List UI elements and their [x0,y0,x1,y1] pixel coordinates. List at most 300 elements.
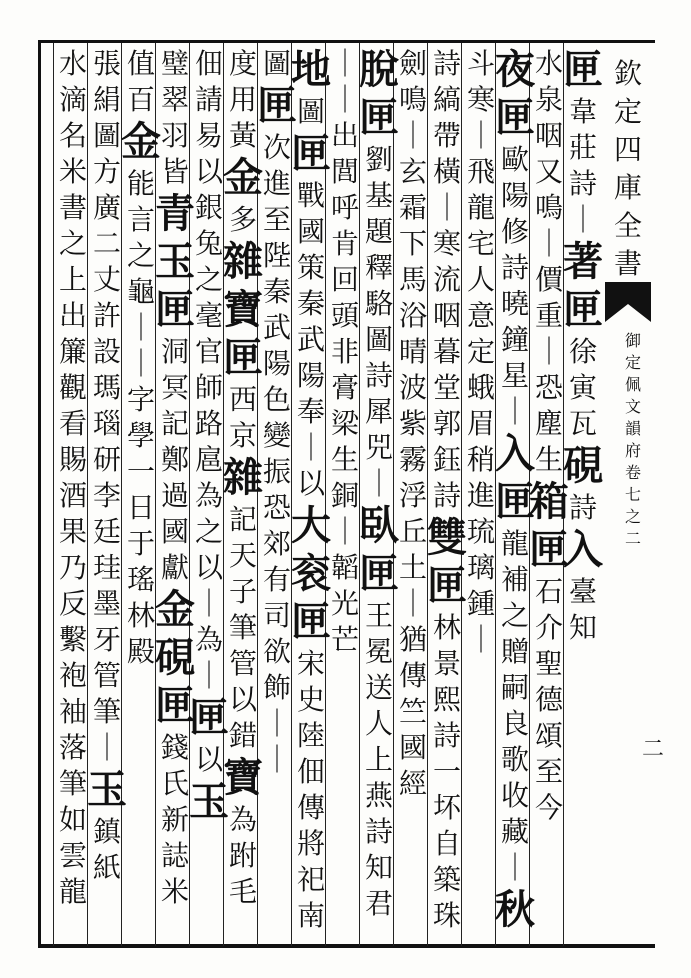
column-char: 匣 [563,286,603,333]
column-char: 收 [500,779,529,812]
column-char: 箱 [529,478,569,525]
column-char: 夜 [495,46,535,93]
column-char: ｜ [194,587,223,620]
column-char: 張 [92,47,121,80]
column-char: 飛 [466,155,495,188]
column-char: 知 [364,851,393,884]
column-char: 脫 [359,46,399,93]
column-char: 送 [364,671,393,704]
column-char: 郭 [432,407,461,440]
column-char: ｜ [568,203,597,236]
column-char: 金 [155,586,195,633]
column-char: 陛 [262,239,291,272]
column-char: 多 [228,203,257,236]
column-char: 史 [296,683,325,716]
column-char: 玉 [189,778,229,825]
column-char: 劍 [398,47,427,80]
column-char: 臥 [359,502,399,549]
column-char: 兕 [364,431,393,464]
column-char: 匣 [359,94,399,141]
column-char: 簾 [58,335,87,368]
column-char: 能 [126,167,155,200]
text-column [51,46,95,946]
column-char: 介 [534,611,563,644]
column-char: 聖 [534,647,563,680]
column-char: ｜ [466,119,495,152]
column-char: 硯 [563,442,603,489]
column-char: 匣 [359,550,399,597]
column-char: 以 [194,743,223,776]
column-char: 鳴 [534,191,563,224]
column-char: 兔 [194,227,223,260]
column-char: 至 [262,203,291,236]
column-char: 袖 [58,695,87,728]
column-char: 為 [228,803,257,836]
column-char: 戰 [296,179,325,212]
column-char: 暮 [432,335,461,368]
column-char: 金 [223,154,263,201]
column-char: 咽 [432,299,461,332]
column-char: 土 [398,551,427,584]
column-char: 林 [126,599,155,632]
column-char: 出 [58,299,87,332]
column-char: 鄭 [160,443,189,476]
column-char: 雜 [223,454,263,501]
column-char: 寒 [432,227,461,260]
column-char: 賜 [58,443,87,476]
column-char: 鈺 [432,443,461,476]
column-char: 記 [160,407,189,440]
column-char: 用 [228,83,257,116]
column-char: 王 [364,599,393,632]
column-char: 浴 [398,299,427,332]
column-char: 色 [262,383,291,416]
column-char: 人 [466,263,495,296]
column-char: 二 [92,227,121,260]
column-char: 殿 [126,635,155,668]
column-char: ｜ [126,311,155,344]
margin-char: 府 [624,441,641,460]
column-char: 膏 [330,371,359,404]
column-char: 珠 [432,899,461,932]
column-char: 硯 [155,634,195,681]
column-char: 傳 [398,659,427,692]
column-char: 瑪 [92,371,121,404]
column-char: 官 [194,335,223,368]
column-char: 為 [194,623,223,656]
column-char: ｜ [330,47,359,80]
column-char: 于 [126,527,155,560]
column-char: 果 [58,515,87,548]
column-char: 林 [432,611,461,644]
column-char: 丘 [398,515,427,548]
column-char: 匣 [155,286,195,333]
column-char: 匣 [529,526,569,573]
column-char: ｜ [330,515,359,548]
column-char: 新 [160,803,189,836]
column-char: 武 [296,323,325,356]
column-char: 廣 [92,191,121,224]
column-char: 大 [291,502,331,549]
column-char: 波 [398,371,427,404]
column-char: 光 [330,587,359,620]
column-char: 歐 [500,143,529,176]
column-char: 燕 [364,779,393,812]
margin-char: 全 [613,209,642,242]
column-char: 雙 [427,514,467,561]
column-char: 米 [160,875,189,908]
column-char: 龍 [58,875,87,908]
column-char: 以 [194,155,223,188]
column-char: 祀 [296,863,325,896]
column-char: 變 [262,419,291,452]
column-char: 匣 [155,682,195,729]
column-char: 回 [330,263,359,296]
column-char: 傳 [296,791,325,824]
column-char: 閭 [330,155,359,188]
margin-char: 文 [624,397,641,416]
column-char: 黃 [228,119,257,152]
column-char: 銀 [194,191,223,224]
column-char: 入 [495,430,535,477]
column-char: 非 [330,335,359,368]
column-char: 泉 [534,83,563,116]
page-number: 二 [642,737,665,762]
column-char: 鍾 [466,587,495,620]
column-char: 秦 [296,287,325,320]
column-char: 郊 [262,527,291,560]
column-char: 意 [466,299,495,332]
column-char: 錯 [228,719,257,752]
column-char: 圖 [364,323,393,356]
column-char: 毛 [228,875,257,908]
column-char: 宅 [466,227,495,260]
column-char: 設 [92,335,121,368]
column-char: 鳴 [398,83,427,116]
column-char: 君 [364,887,393,920]
column-char: 洞 [160,335,189,368]
column-char: 生 [534,443,563,476]
column-char: 百 [126,83,155,116]
column-char: 劉 [364,143,393,176]
column-char: 誌 [160,839,189,872]
column-char: 翠 [160,83,189,116]
column-char: 司 [262,599,291,632]
column-char: 鐘 [500,323,529,356]
margin-volume-title [622,330,644,550]
column-char: 梁 [330,407,359,440]
column-char: 紫 [398,407,427,440]
column-char: 丈 [92,263,121,296]
column-char: 帶 [432,119,461,152]
column-char: 氏 [160,767,189,800]
column-char: 基 [364,179,393,212]
column-char: 水 [58,47,87,80]
column-char: 藏 [500,815,529,848]
column-char: ｜ [194,659,223,692]
column-char: 水 [534,47,563,80]
column-char: 橫 [432,155,461,188]
column-char: ｜ [262,743,291,776]
column-char: 研 [92,443,121,476]
margin-char: 韻 [624,419,641,438]
column-char: 策 [296,251,325,284]
column-char: 之 [126,239,155,272]
margin-char: 御 [624,331,641,350]
column-char: 釋 [364,251,393,284]
column-char: 雲 [58,839,87,872]
margin-char: 卷 [624,463,641,482]
column-char: 呼 [330,191,359,224]
column-char: 莊 [568,131,597,164]
column-char: 璧 [160,47,189,80]
column-char: 名 [58,119,87,152]
column-char: 詩 [364,359,393,392]
column-char: 為 [194,479,223,512]
column-char: 匣 [563,46,603,93]
column-char: 冥 [160,371,189,404]
column-char: 石 [534,575,563,608]
column-char: 米 [58,155,87,188]
column-char: 次 [262,131,291,164]
column-char: ｜ [126,347,155,380]
column-char: 縞 [432,83,461,116]
column-char: 圖 [296,95,325,128]
column-char: ｜ [262,707,291,740]
column-char: 振 [262,455,291,488]
column-char: 李 [92,479,121,512]
column-char: 國 [398,731,427,764]
column-char: 圖 [92,119,121,152]
column-char: 蛾 [466,371,495,404]
column-char: 反 [58,587,87,620]
column-char: 詩 [432,479,461,512]
column-char: 之 [58,227,87,260]
column-char: 武 [262,311,291,344]
column-char: 堂 [432,371,461,404]
column-char: 徐 [568,335,597,368]
column-char: 寶 [223,754,263,801]
column-char: 一 [432,755,461,788]
column-char: 地 [291,46,331,93]
column-char: 冕 [364,635,393,668]
column-char: 南 [296,899,325,932]
column-char: 匣 [257,82,297,129]
column-char: 築 [432,863,461,896]
column-char: 斗 [466,47,495,80]
column-char: 歌 [500,743,529,776]
column-char: 陸 [296,719,325,752]
column-char: 圖 [262,47,291,80]
column-char: 筆 [228,611,257,644]
column-char: 字 [126,383,155,416]
column-char: 紙 [92,851,121,884]
column-char: 又 [534,155,563,188]
column-char: 皆 [160,155,189,188]
column-char: 竺 [398,695,427,728]
column-char: 易 [194,119,223,152]
column-char: 至 [534,755,563,788]
column-char: 霧 [398,443,427,476]
column-char: 恐 [534,371,563,404]
column-char: 珪 [92,551,121,584]
column-char: 題 [364,215,393,248]
column-char: 以 [228,683,257,716]
column-char: 頌 [534,719,563,752]
column-char: 人 [364,707,393,740]
column-char: 生 [330,443,359,476]
column-char: 進 [466,479,495,512]
column-char: 龜 [126,275,155,308]
column-char: 陽 [296,359,325,392]
column-char: 以 [296,467,325,500]
column-char: 日 [126,491,155,524]
column-char: 詩 [364,815,393,848]
column-char: 德 [534,683,563,716]
column-char: 看 [58,407,87,440]
column-char: 金 [121,118,161,165]
column-char: 之 [194,263,223,296]
column-char: 玉 [155,238,195,285]
column-char: 天 [228,539,257,572]
column-char: ｜ [500,851,529,884]
column-char: 羽 [160,119,189,152]
column-char: 銅 [330,479,359,512]
margin-char: 佩 [624,375,641,394]
column-char: 稍 [466,443,495,476]
column-char: 國 [160,515,189,548]
column-char: 匣 [189,694,229,741]
margin-char: 七 [624,485,641,504]
column-char: 出 [330,119,359,152]
column-char: 咽 [534,119,563,152]
column-char: 國 [296,215,325,248]
column-char: 駱 [364,287,393,320]
column-char: 入 [563,526,603,573]
column-char: 眉 [466,407,495,440]
column-char: 許 [92,299,121,332]
column-char: 良 [500,707,529,740]
margin-char: 二 [624,529,641,548]
column-char: 廷 [92,515,121,548]
column-char: 匣 [223,334,263,381]
column-char: ｜ [398,119,427,152]
column-char: 知 [568,611,597,644]
margin-char: 書 [613,247,642,280]
column-char: 西 [228,383,257,416]
column-char: 芒 [330,623,359,656]
column-char: ｜ [432,191,461,224]
column-char: 絹 [92,83,121,116]
column-char: 學 [126,419,155,452]
column-char: ｜ [364,467,393,500]
column-char: 有 [262,563,291,596]
column-char: 星 [500,359,529,392]
column-char: 筆 [92,695,121,728]
column-char: 之 [500,599,529,632]
column-char: 奉 [296,395,325,428]
column-char: 過 [160,479,189,512]
column-char: 贈 [500,635,529,668]
column-char: 寶 [223,286,263,333]
column-char: 言 [126,203,155,236]
margin-char: 四 [613,133,642,166]
column-char: 寅 [568,371,597,404]
column-char: 筆 [58,767,87,800]
column-char: 晴 [398,335,427,368]
column-char: 秦 [262,275,291,308]
margin-char: 之 [624,507,641,526]
column-char: 熙 [432,683,461,716]
column-char: 管 [228,647,257,680]
column-char: 飾 [262,671,291,704]
column-char: 乃 [58,551,87,584]
column-char: ｜ [534,335,563,368]
column-char: 韜 [330,551,359,584]
column-char: 以 [194,551,223,584]
column-char: 曉 [500,287,529,320]
column-char: ｜ [534,227,563,260]
column-char: 秋 [495,886,535,933]
column-char: 欲 [262,635,291,668]
column-char: 雜 [223,238,263,285]
column-char: ｜ [92,731,121,764]
column-char: 京 [228,419,257,452]
column-char: 鎮 [92,815,121,848]
column-char: 管 [92,659,121,692]
column-char: 頭 [330,299,359,332]
column-char: 寒 [466,83,495,116]
column-char: 詩 [432,719,461,752]
column-char: 上 [364,743,393,776]
column-char: 毫 [194,299,223,332]
column-char: 韋 [568,95,597,128]
column-char: ｜ [330,83,359,116]
column-char: 佃 [296,755,325,788]
column-char: 書 [58,191,87,224]
column-char: 落 [58,731,87,764]
column-char: ｜ [466,623,495,656]
column-char: 之 [194,515,223,548]
column-char: ｜ [296,431,325,464]
column-char: ｜ [398,587,427,620]
column-char: 坏 [432,791,461,824]
column-char: 詩 [500,251,529,284]
column-char: 璃 [466,551,495,584]
column-char: 記 [228,503,257,536]
column-char: 龍 [466,191,495,224]
margin-book-title [605,55,651,283]
column-char: 墨 [92,587,121,620]
column-char: ｜ [500,395,529,428]
column-char: 補 [500,563,529,596]
column-char: 臺 [568,575,597,608]
column-char: 詩 [432,47,461,80]
column-char: 瑤 [126,563,155,596]
column-char: 請 [194,83,223,116]
margin-char: 庫 [613,171,642,204]
column-char: 霜 [398,191,427,224]
column-char: 師 [194,371,223,404]
column-char: 將 [296,827,325,860]
column-char: 方 [92,155,121,188]
column-char: 陽 [500,179,529,212]
column-char: 滴 [58,83,87,116]
column-char: 瑙 [92,407,121,440]
column-char: 宋 [296,647,325,680]
column-char: 牙 [92,623,121,656]
column-char: 下 [398,227,427,260]
